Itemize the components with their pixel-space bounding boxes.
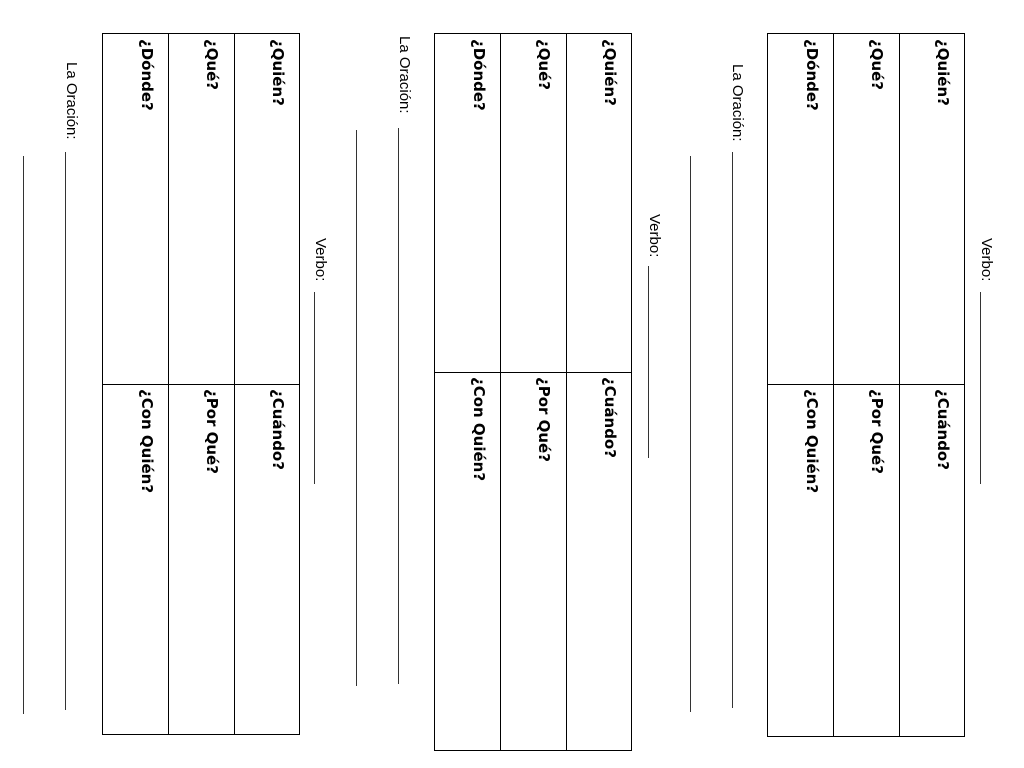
verb-label: Verbo: bbox=[312, 238, 329, 282]
cell-por-que[interactable]: ¿Por Qué? bbox=[535, 377, 553, 462]
cell-donde[interactable]: ¿Dónde? bbox=[803, 39, 821, 111]
cell-que[interactable]: ¿Qué? bbox=[535, 39, 553, 91]
cell-cuando[interactable]: ¿Cuándo? bbox=[269, 389, 287, 470]
cell-que[interactable]: ¿Qué? bbox=[203, 39, 221, 91]
cell-por-que[interactable]: ¿Por Qué? bbox=[868, 389, 886, 474]
sentence-label: La Oración: bbox=[63, 62, 80, 140]
verb-label: Verbo: bbox=[646, 214, 663, 258]
cell-cuando[interactable]: ¿Cuándo? bbox=[601, 377, 619, 458]
cell-con-quien[interactable]: ¿Con Quién? bbox=[803, 389, 821, 494]
verb-answer-line[interactable] bbox=[314, 292, 315, 484]
cell-por-que[interactable]: ¿Por Qué? bbox=[203, 389, 221, 474]
sentence-answer-line-1[interactable] bbox=[65, 152, 66, 710]
question-table bbox=[102, 33, 300, 735]
sentence-label: La Oración: bbox=[729, 64, 746, 142]
cell-con-quien[interactable]: ¿Con Quién? bbox=[138, 389, 156, 494]
cell-cuando[interactable]: ¿Cuándo? bbox=[934, 389, 952, 470]
cell-quien[interactable]: ¿Quién? bbox=[934, 39, 952, 106]
cell-donde[interactable]: ¿Dónde? bbox=[470, 39, 488, 111]
sentence-answer-line-2[interactable] bbox=[23, 156, 24, 714]
cell-quien[interactable]: ¿Quién? bbox=[269, 39, 287, 106]
cell-donde[interactable]: ¿Dónde? bbox=[138, 39, 156, 111]
cell-con-quien[interactable]: ¿Con Quién? bbox=[470, 377, 488, 482]
cell-quien[interactable]: ¿Quién? bbox=[601, 39, 619, 106]
sentence-label: La Oración: bbox=[396, 36, 413, 114]
verb-label: Verbo: bbox=[978, 238, 995, 282]
cell-que[interactable]: ¿Qué? bbox=[868, 39, 886, 91]
